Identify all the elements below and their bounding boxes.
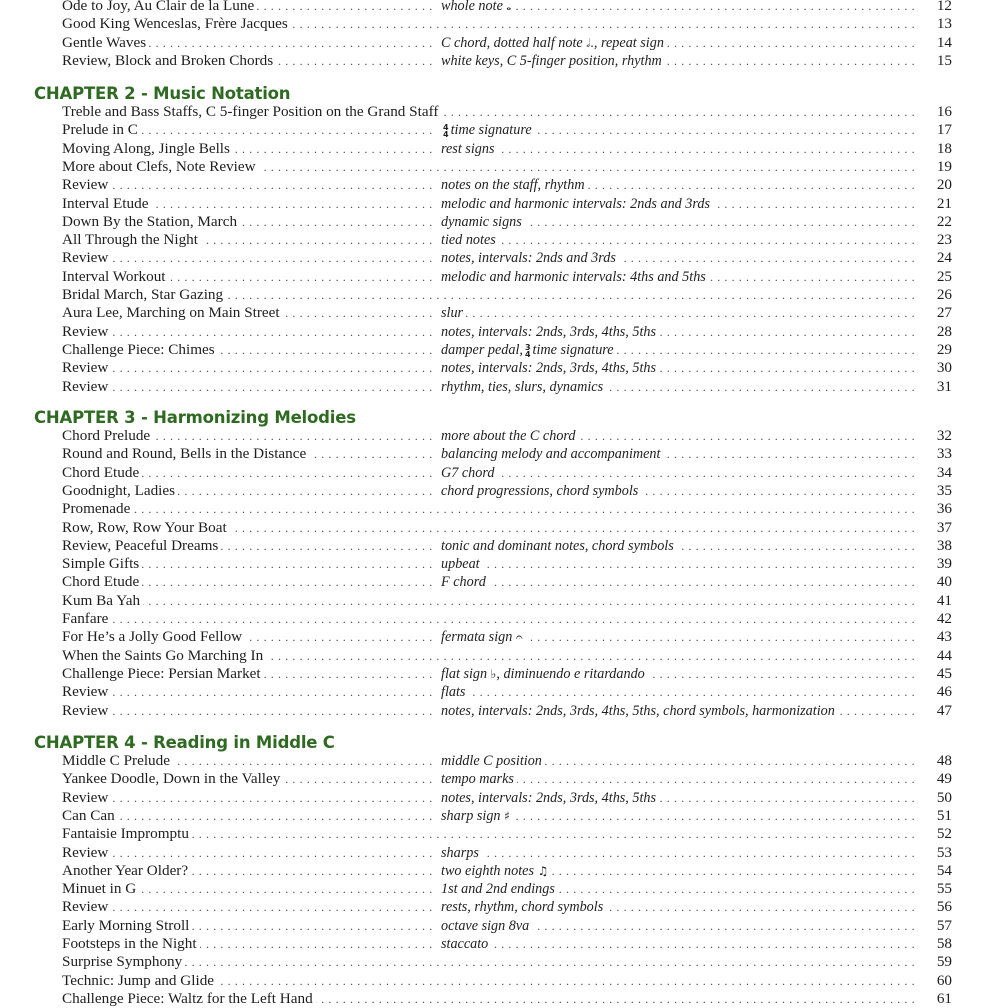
page-number: 13 bbox=[920, 15, 952, 33]
page-number: 26 bbox=[920, 286, 952, 304]
toc-entry[interactable] bbox=[62, 610, 952, 628]
topic-text: dynamic signs bbox=[441, 213, 522, 230]
entry-title: Review bbox=[62, 898, 111, 916]
toc-entry[interactable] bbox=[62, 789, 952, 807]
entry-title: Fanfare bbox=[62, 610, 111, 628]
entry-topic bbox=[437, 935, 491, 953]
entry-title: For He’s a Jolly Good Fellow bbox=[62, 628, 245, 646]
page-number: 42 bbox=[920, 610, 952, 628]
entry-title: Footsteps in the Night bbox=[62, 935, 200, 953]
page-number: 17 bbox=[920, 121, 952, 139]
entry-title: More about Clefs, Note Review bbox=[62, 158, 259, 176]
dot-leader bbox=[62, 844, 918, 862]
toc-entry[interactable] bbox=[62, 898, 952, 916]
topic-text-continued: , repeat sign bbox=[593, 34, 664, 51]
page-number: 52 bbox=[920, 825, 952, 843]
entry-title: Treble and Bass Staffs, C 5-finger Position on the Grand Staff bbox=[62, 103, 441, 121]
topic-text: flat sign bbox=[441, 665, 488, 682]
page-number: 55 bbox=[920, 880, 952, 898]
entry-title: Promenade bbox=[62, 500, 133, 518]
topic-text: whole note bbox=[441, 0, 503, 14]
topic-text: sharps bbox=[441, 844, 479, 861]
entry-topic bbox=[437, 140, 497, 158]
entry-topic bbox=[437, 573, 489, 591]
entry-title: Review bbox=[62, 683, 111, 701]
toc-entry[interactable] bbox=[62, 537, 952, 555]
page-number: 18 bbox=[920, 140, 952, 158]
page-number: 45 bbox=[920, 665, 952, 683]
toc-entry[interactable] bbox=[62, 52, 952, 70]
page-number: 34 bbox=[920, 464, 952, 482]
time-signature-digit: 3 bbox=[524, 342, 531, 352]
toc-entry[interactable] bbox=[62, 702, 952, 720]
entry-title: Chord Prelude bbox=[62, 427, 153, 445]
toc-entry[interactable] bbox=[62, 972, 952, 990]
entry-title: Challenge Piece: Persian Market bbox=[62, 665, 264, 683]
toc-entry[interactable] bbox=[62, 464, 952, 482]
page-number: 12 bbox=[920, 0, 952, 15]
entry-title: Gentle Waves bbox=[62, 34, 149, 52]
topic-text: tempo marks bbox=[441, 771, 514, 788]
entry-topic bbox=[437, 880, 558, 898]
entry-title: Fantaisie Impromptu bbox=[62, 825, 192, 843]
page-number: 60 bbox=[920, 972, 952, 990]
entry-topic bbox=[437, 807, 513, 825]
entry-title: Can Can bbox=[62, 807, 118, 825]
entry-title: Moving Along, Jingle Bells bbox=[62, 140, 233, 158]
toc-entry[interactable] bbox=[62, 880, 952, 898]
topic-text: tonic and dominant notes, chord symbols bbox=[441, 537, 674, 554]
entry-topic bbox=[437, 482, 641, 500]
entry-topic bbox=[437, 378, 606, 396]
entry-title: When the Saints Go Marching In bbox=[62, 647, 266, 665]
entry-title: Minuet in G bbox=[62, 880, 139, 898]
entry-topic bbox=[437, 341, 617, 359]
page-number: 54 bbox=[920, 862, 952, 880]
entry-topic bbox=[437, 52, 665, 70]
entry-topic bbox=[437, 862, 551, 880]
entry-topic bbox=[437, 427, 579, 445]
topic-text: F chord bbox=[441, 574, 486, 591]
toc-entry[interactable] bbox=[62, 628, 952, 646]
entry-topic bbox=[437, 917, 532, 935]
topic-text: rest signs bbox=[441, 140, 495, 157]
page-number: 51 bbox=[920, 807, 952, 825]
time-signature-digit: 4 bbox=[443, 123, 449, 133]
entry-title: Down By the Station, March bbox=[62, 213, 240, 231]
entry-title: All Through the Night bbox=[62, 231, 201, 249]
entry-topic bbox=[437, 537, 677, 555]
entry-topic bbox=[437, 0, 514, 15]
page-number: 48 bbox=[920, 752, 952, 770]
page-number: 61 bbox=[920, 990, 952, 1008]
page-number: 36 bbox=[920, 500, 952, 518]
chapter-heading: CHAPTER 4 - Reading in Middle C bbox=[34, 733, 335, 752]
entry-title: Review bbox=[62, 702, 111, 720]
topic-text: tied notes bbox=[441, 232, 496, 249]
entry-title: Review bbox=[62, 249, 111, 267]
page-number: 29 bbox=[920, 341, 952, 359]
entry-title: Review bbox=[62, 176, 111, 194]
toc-entry[interactable] bbox=[62, 592, 952, 610]
entry-topic bbox=[437, 752, 545, 770]
entry-topic bbox=[437, 304, 466, 322]
toc-entry[interactable] bbox=[62, 573, 952, 591]
page-number: 37 bbox=[920, 519, 952, 537]
topic-text: melodic and harmonic intervals: 4ths and 5ths bbox=[441, 268, 706, 285]
toc-entry[interactable] bbox=[62, 286, 952, 304]
toc-entry[interactable] bbox=[62, 15, 952, 33]
toc-entry[interactable] bbox=[62, 359, 952, 377]
toc-entry[interactable] bbox=[62, 0, 952, 15]
toc-entry[interactable] bbox=[62, 427, 952, 445]
toc-entry[interactable] bbox=[62, 647, 952, 665]
page-number: 57 bbox=[920, 917, 952, 935]
toc-entry[interactable] bbox=[62, 103, 952, 121]
page-number: 47 bbox=[920, 702, 952, 720]
entry-topic bbox=[437, 628, 526, 646]
entry-title: Yankee Doodle, Down in the Valley bbox=[62, 770, 283, 788]
entry-topic bbox=[437, 34, 667, 52]
entry-title: Ode to Joy, Au Clair de la Lune bbox=[62, 0, 257, 15]
toc-entry[interactable] bbox=[62, 140, 952, 158]
topic-text: slur bbox=[441, 305, 464, 322]
toc-entry[interactable] bbox=[62, 683, 952, 701]
page-number: 30 bbox=[920, 359, 952, 377]
entry-topic bbox=[437, 121, 535, 139]
page-number: 14 bbox=[920, 34, 952, 52]
entry-title: Simple Gifts bbox=[62, 555, 142, 573]
toc-entry[interactable] bbox=[62, 500, 952, 518]
entry-title: Review bbox=[62, 378, 111, 396]
entry-title: Middle C Prelude bbox=[62, 752, 173, 770]
page-number: 20 bbox=[920, 176, 952, 194]
topic-text: time signature bbox=[450, 122, 532, 139]
toc-entry[interactable] bbox=[62, 555, 952, 573]
time-signature-digit: 4 bbox=[443, 130, 449, 140]
toc-entry[interactable] bbox=[62, 482, 952, 500]
toc-entry[interactable] bbox=[62, 519, 952, 537]
topic-text: notes, intervals: 2nds, 3rds, 4ths, 5ths bbox=[441, 789, 657, 806]
topic-text: fermata sign bbox=[441, 629, 513, 646]
entry-topic bbox=[437, 213, 525, 231]
entry-topic bbox=[437, 268, 709, 286]
entry-topic bbox=[437, 323, 659, 341]
entry-title: Goodnight, Ladies bbox=[62, 482, 178, 500]
dot-leader bbox=[62, 683, 918, 701]
topic-text: notes, intervals: 2nds, 3rds, 4ths, 5ths bbox=[441, 360, 657, 377]
page-number: 33 bbox=[920, 445, 952, 463]
entry-topic bbox=[437, 176, 588, 194]
topic-text: notes, intervals: 2nds, 3rds, 4ths, 5ths bbox=[441, 323, 657, 340]
toc-entry[interactable] bbox=[62, 231, 952, 249]
toc-entry[interactable] bbox=[62, 445, 952, 463]
entry-title: Challenge Piece: Chimes bbox=[62, 341, 218, 359]
entry-title: Interval Etude bbox=[62, 195, 151, 213]
topic-text: middle C position bbox=[441, 753, 542, 769]
page-number: 21 bbox=[920, 195, 952, 213]
entry-topic bbox=[437, 789, 659, 807]
toc-entry[interactable] bbox=[62, 825, 952, 843]
entry-topic bbox=[437, 231, 499, 249]
toc-entry[interactable] bbox=[62, 752, 952, 770]
entry-title: Review bbox=[62, 789, 111, 807]
toc-entry[interactable] bbox=[62, 844, 952, 862]
entry-topic bbox=[437, 445, 663, 463]
entry-title: Row, Row, Row Your Boat bbox=[62, 519, 230, 537]
page-number: 31 bbox=[920, 378, 952, 396]
topic-text: upbeat bbox=[441, 556, 480, 573]
topic-text: balancing melody and accompaniment bbox=[441, 446, 661, 463]
entry-topic bbox=[437, 665, 648, 683]
entry-title: Review, Block and Broken Chords bbox=[62, 52, 276, 70]
entry-title: Early Morning Stroll bbox=[62, 917, 192, 935]
topic-text: damper pedal, bbox=[441, 341, 523, 358]
topic-text: notes, intervals: 2nds, 3rds, 4ths, 5ths, chord symbols, harmonization bbox=[441, 702, 835, 719]
dot-leader bbox=[62, 610, 918, 628]
topic-text: sharp sign bbox=[441, 807, 501, 824]
toc-entry[interactable] bbox=[62, 213, 952, 231]
dotted-half-note-icon: 𝅗𝅥. bbox=[586, 35, 594, 50]
toc-entry[interactable] bbox=[62, 917, 952, 935]
entry-title: Round and Round, Bells in the Distance bbox=[62, 445, 309, 463]
toc-entry[interactable] bbox=[62, 770, 952, 788]
dot-leader bbox=[62, 953, 918, 971]
toc-entry[interactable] bbox=[62, 665, 952, 683]
page-number: 22 bbox=[920, 213, 952, 231]
dot-leader bbox=[62, 555, 918, 573]
topic-text: chord progressions, chord symbols bbox=[441, 482, 639, 499]
topic-text: 1st and 2nd endings bbox=[441, 881, 555, 898]
page-number: 24 bbox=[920, 249, 952, 267]
entry-title: Good King Wenceslas, Frère Jacques bbox=[62, 15, 291, 33]
entry-topic bbox=[437, 898, 606, 916]
topic-text: rhythm, ties, slurs, dynamics bbox=[441, 378, 604, 395]
page-number: 19 bbox=[920, 158, 952, 176]
entry-title: Review bbox=[62, 359, 111, 377]
dot-leader bbox=[62, 573, 918, 591]
entry-topic bbox=[437, 683, 468, 701]
topic-text-continued: time signature bbox=[532, 341, 614, 358]
entry-topic bbox=[437, 555, 483, 573]
toc-entry[interactable] bbox=[62, 807, 952, 825]
time-signature-icon bbox=[443, 124, 449, 138]
page-number: 58 bbox=[920, 935, 952, 953]
entry-title: Kum Ba Yah bbox=[62, 592, 143, 610]
fermata-icon: 𝄐 bbox=[515, 630, 523, 645]
toc-entry[interactable] bbox=[62, 249, 952, 267]
topic-text: staccato bbox=[441, 936, 489, 952]
toc-entry[interactable] bbox=[62, 341, 952, 359]
topic-text: octave sign 8va bbox=[441, 917, 530, 934]
topic-text: rests, rhythm, chord symbols bbox=[441, 899, 604, 916]
topic-text: white keys, C 5-finger position, rhythm bbox=[441, 52, 662, 69]
page-number: 50 bbox=[920, 789, 952, 807]
page-number: 38 bbox=[920, 537, 952, 555]
page-number: 56 bbox=[920, 898, 952, 916]
entry-title: Surprise Symphony bbox=[62, 953, 185, 971]
entry-topic bbox=[437, 359, 659, 377]
entry-title: Bridal March, Star Gazing bbox=[62, 286, 226, 304]
toc-entry[interactable] bbox=[62, 34, 952, 52]
entry-title: Review bbox=[62, 844, 111, 862]
page-number: 28 bbox=[920, 323, 952, 341]
toc-entry[interactable] bbox=[62, 323, 952, 341]
time-signature-digit: 4 bbox=[524, 349, 531, 359]
page-number: 43 bbox=[920, 628, 952, 646]
page-number: 16 bbox=[920, 103, 952, 121]
topic-text: more about the C chord bbox=[441, 428, 576, 444]
page-number: 41 bbox=[920, 592, 952, 610]
entry-topic bbox=[437, 844, 482, 862]
entry-title: Technic: Jump and Glide bbox=[62, 972, 217, 990]
topic-text: G7 chord bbox=[441, 464, 495, 481]
beamed-eighth-notes-icon: ♫ bbox=[537, 863, 549, 878]
entry-title: Chord Etude bbox=[62, 573, 142, 591]
toc-entry[interactable] bbox=[62, 378, 952, 396]
toc-entry[interactable] bbox=[62, 176, 952, 194]
toc-entry[interactable] bbox=[62, 158, 952, 176]
topic-text: notes on the staff, rhythm bbox=[441, 177, 585, 194]
entry-topic bbox=[437, 770, 517, 788]
page-number: 25 bbox=[920, 268, 952, 286]
flat-sign-icon: ♭ bbox=[490, 666, 497, 681]
page-number: 27 bbox=[920, 304, 952, 322]
entry-title: Challenge Piece: Waltz for the Left Hand bbox=[62, 990, 316, 1008]
toc-entry[interactable] bbox=[62, 121, 952, 139]
entry-title: Another Year Older? bbox=[62, 862, 191, 880]
page-number: 32 bbox=[920, 427, 952, 445]
toc-entry[interactable] bbox=[62, 268, 952, 286]
topic-text: flats bbox=[441, 684, 466, 701]
entry-topic bbox=[437, 249, 619, 267]
whole-note-icon: 𝅝 bbox=[506, 0, 512, 13]
page-number: 15 bbox=[920, 52, 952, 70]
page-number: 49 bbox=[920, 770, 952, 788]
sharp-sign-icon: ♯ bbox=[504, 808, 510, 823]
topic-text: C chord, dotted half note bbox=[441, 34, 583, 51]
chapter-heading: CHAPTER 2 - Music Notation bbox=[34, 84, 291, 103]
entry-title: Review, Peaceful Dreams bbox=[62, 537, 221, 555]
toc-entry[interactable] bbox=[62, 304, 952, 322]
entry-title: Aura Lee, Marching on Main Street bbox=[62, 304, 283, 322]
toc-entry[interactable] bbox=[62, 195, 952, 213]
page-number: 39 bbox=[920, 555, 952, 573]
entry-topic bbox=[437, 195, 713, 213]
time-signature-icon bbox=[525, 344, 531, 358]
topic-text-continued: , diminuendo e ritardando bbox=[496, 665, 645, 682]
page-number: 44 bbox=[920, 647, 952, 665]
page-number: 35 bbox=[920, 482, 952, 500]
entry-title: Chord Etude bbox=[62, 464, 142, 482]
dot-leader bbox=[62, 500, 918, 518]
page-number: 59 bbox=[920, 953, 952, 971]
page-number: 46 bbox=[920, 683, 952, 701]
chapter-heading: CHAPTER 3 - Harmonizing Melodies bbox=[34, 408, 356, 427]
topic-text: notes, intervals: 2nds and 3rds bbox=[441, 250, 616, 267]
topic-text: melodic and harmonic intervals: 2nds and 3rds bbox=[441, 195, 711, 212]
toc-entry[interactable] bbox=[62, 935, 952, 953]
dot-leader bbox=[62, 592, 918, 610]
toc-entry[interactable] bbox=[62, 862, 952, 880]
page-number: 23 bbox=[920, 231, 952, 249]
page-number: 53 bbox=[920, 844, 952, 862]
entry-topic bbox=[437, 702, 838, 720]
toc-entry[interactable] bbox=[62, 953, 952, 971]
entry-topic bbox=[437, 464, 497, 482]
entry-title: Interval Workout bbox=[62, 268, 169, 286]
topic-text: two eighth notes bbox=[441, 862, 535, 879]
page-number: 40 bbox=[920, 573, 952, 591]
entry-title: Review bbox=[62, 323, 111, 341]
entry-title: Prelude in C bbox=[62, 121, 141, 139]
